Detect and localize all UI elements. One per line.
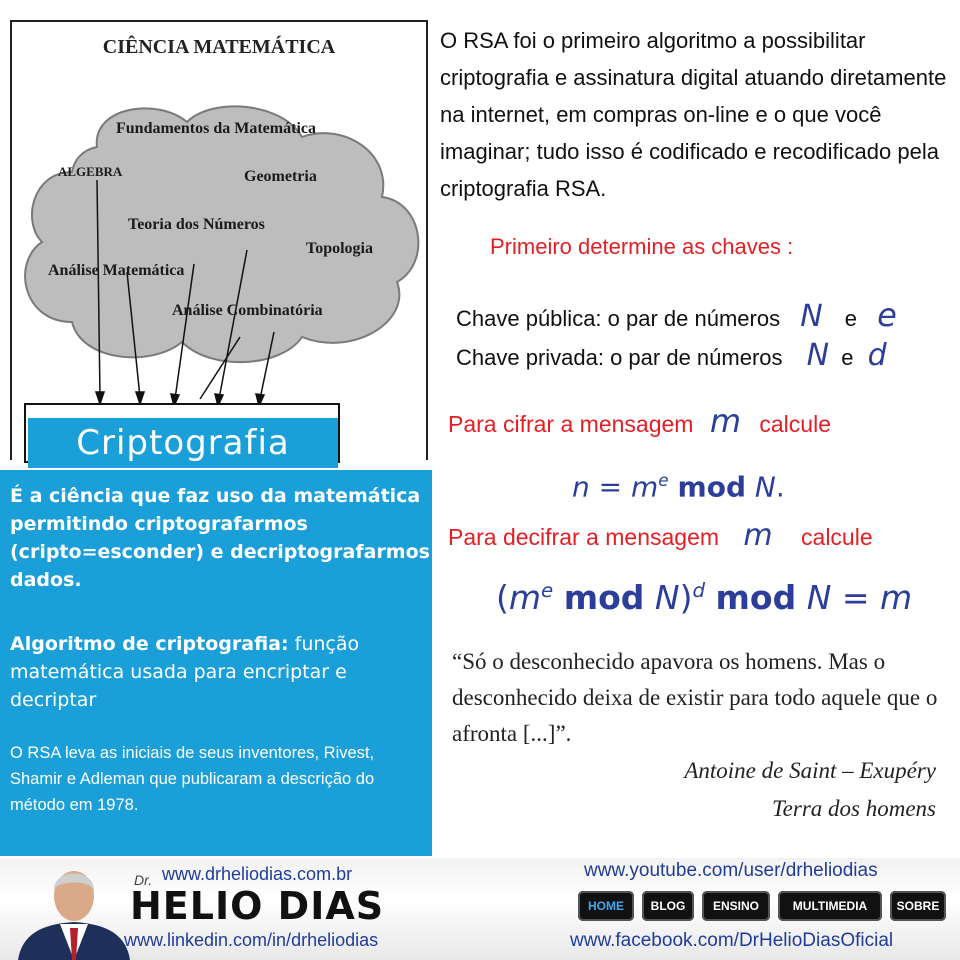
var-N-private: N — [806, 338, 830, 373]
formula-m: m — [631, 470, 659, 504]
label-topologia: Topologia — [306, 240, 373, 257]
dformula-exp-d: d — [692, 579, 706, 602]
decipher-instruction — [448, 518, 873, 553]
label-geometria: Geometria — [244, 168, 317, 185]
cipher-calcule: calcule — [759, 411, 831, 437]
public-key-text: Chave pública: o par de números — [456, 306, 781, 331]
nav-blog-button[interactable]: BLOG — [642, 891, 694, 921]
conj-e-private: e — [841, 345, 854, 370]
quote-author: Antoine de Saint – Exupéry — [684, 758, 936, 783]
decipher-formula: ($m^e$ mod N)$^d$ mod N = m — [496, 578, 913, 617]
formula-exp-e: e — [658, 470, 669, 490]
label-algebra: ALGEBRA — [58, 164, 123, 179]
label-fundamentos: Fundamentos da Matemática — [116, 120, 316, 137]
math-diagram — [10, 20, 428, 460]
nav-multimedia-button[interactable]: MULTIMEDIA — [778, 891, 882, 921]
public-key-line — [456, 296, 897, 334]
dformula-mod-1: mod — [563, 578, 645, 617]
rsa-origin-text: O RSA leva as iniciais de seus inventores, Rivest, Shamir e Adleman que publicaram a descrição do método em 1978. — [10, 744, 375, 814]
nav-home-button[interactable]: HOME — [578, 891, 634, 921]
label-analise-combinatoria: Análise Combinatória — [172, 302, 323, 319]
var-d-private: d — [867, 338, 887, 373]
quote-book: Terra dos homens — [771, 796, 936, 821]
step-keys-heading: Primeiro determine as chaves : — [490, 234, 794, 259]
label-analise-matematica: Análise Matemática — [48, 262, 185, 279]
algorithm-definition — [10, 630, 430, 714]
formula-N: N — [754, 470, 776, 504]
cipher-instruction — [448, 402, 831, 440]
nav-sobre-button[interactable]: SOBRE — [890, 891, 946, 921]
label-teoria-numeros: Teoria dos Números — [128, 216, 265, 233]
avatar — [18, 862, 130, 960]
diagram-title: CIÊNCIA MATEMÁTICA — [102, 36, 336, 58]
dformula-exp-e: e — [541, 579, 554, 602]
linkedin-link[interactable]: www.linkedin.com/in/drheliodias — [124, 930, 379, 950]
cipher-formula: $n = m^e$ mod N. — [572, 470, 785, 504]
crypto-definition: É a ciência que faz uso da matemática permitindo criptografarmos (cripto=esconder) e decriptografarmos dados. — [10, 485, 430, 591]
brand-name: HELIO DIAS — [130, 884, 385, 928]
rsa-intro-text: O RSA foi o primeiro algoritmo a possibilitar criptografia e assinatura digital atuando diretamente na internet, em compras on-line e o que você imaginar; tudo isso é codificado e recodificado pela criptografia RSA. — [440, 28, 947, 201]
nav-ensino-button[interactable]: ENSINO — [702, 891, 770, 921]
dformula-N-1: N — [654, 578, 680, 617]
private-key-text: Chave privada: o par de números — [456, 345, 783, 370]
cripto-label: Criptografia — [76, 423, 290, 463]
var-N-public: N — [800, 299, 823, 334]
dformula-mod-2: mod — [715, 578, 797, 617]
var-e-public: e — [877, 296, 897, 334]
formula-mod: mod — [677, 470, 746, 504]
formula-n: n — [572, 470, 590, 504]
var-m-cipher: m — [709, 402, 741, 440]
saint-exupery-quote: “Só o desconhecido apavora os homens. Mas o desconhecido deixa de existir para todo aquele que o afronta [...]”. — [452, 649, 938, 746]
decipher-prefix: Para decifrar a mensagem — [448, 524, 720, 550]
private-key-line — [456, 338, 887, 373]
conj-e-public: e — [844, 306, 858, 331]
decipher-calcule: calcule — [801, 524, 873, 550]
dformula-m: m — [508, 578, 542, 617]
dformula-m-result: m — [880, 578, 913, 617]
site-link[interactable]: www.drheliodias.com.br — [162, 864, 353, 884]
cipher-prefix: Para cifrar a mensagem — [448, 411, 694, 437]
var-m-decipher: m — [743, 518, 773, 553]
algorithm-description: função matemática usada para encriptar e decriptar — [10, 633, 360, 711]
dr-label: Dr. — [134, 872, 153, 888]
youtube-link[interactable]: www.youtube.com/user/drheliodias — [584, 860, 878, 881]
dformula-N-2: N — [806, 578, 832, 617]
facebook-link[interactable]: www.facebook.com/DrHelioDiasOficial — [570, 930, 894, 951]
algorithm-term: Algoritmo de criptografia: — [10, 633, 289, 655]
